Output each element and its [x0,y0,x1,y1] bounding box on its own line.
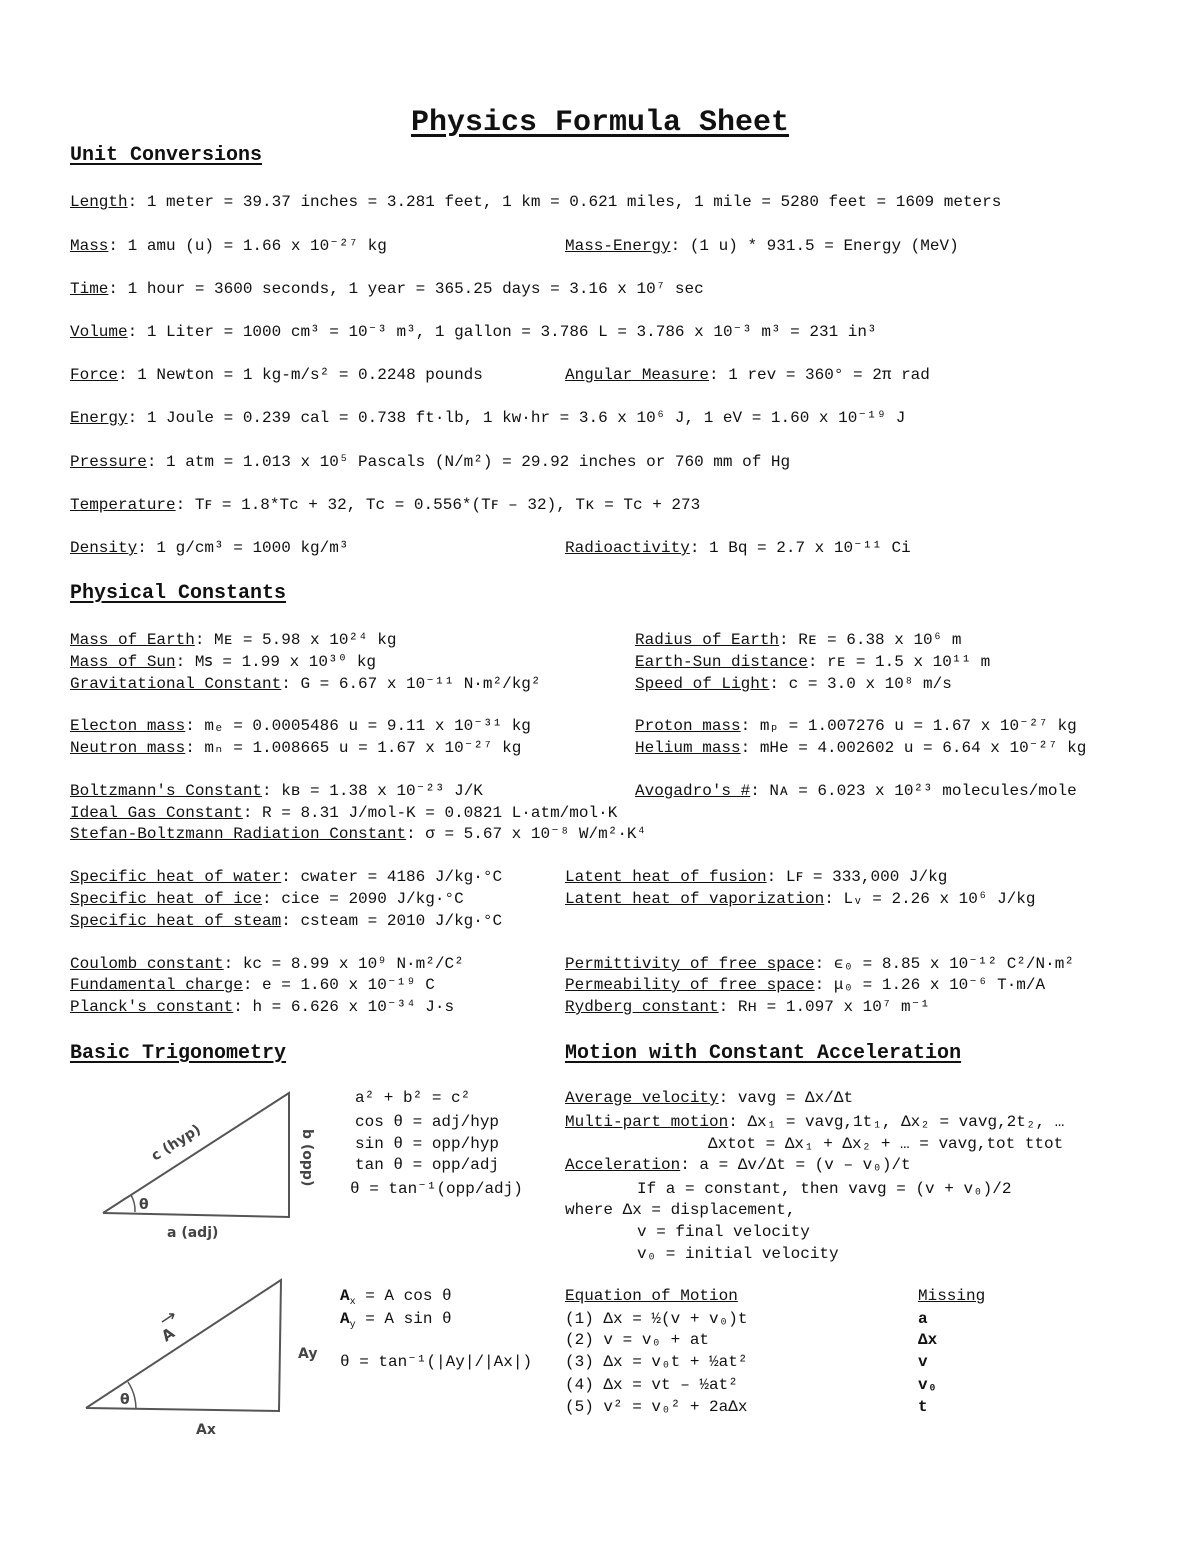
missing-row-1: a [918,1310,928,1328]
const-avogadro [635,782,1077,801]
const-mass-earth [70,631,396,650]
unit-mass [70,237,387,256]
vector-triangle-diagram [78,1270,328,1445]
const-rydberg-label: Rydberg constant [565,998,719,1016]
opp-label: b (opp) [299,1129,315,1187]
motion-avg-text: : vavg = Δx/Δt [718,1089,854,1107]
equation-row-4: (4) Δx = vt – ½at² [565,1376,738,1394]
const-lh-fusion-text: : Lꜰ = 333,000 J/kg [766,868,948,886]
vector-triangle-outline [86,1280,281,1411]
const-neutron-label: Neutron mass [70,739,186,757]
unit-volume-text: : 1 Liter = 1000 cm³ = 10⁻³ m³, 1 gallon = 3.786 L = 3.786 x 10⁻³ m³ = 231 in³ [127,323,877,341]
unit-mass-energy-label: Mass-Energy [565,237,671,255]
missing-row-3: v [918,1353,928,1371]
motion-multi-part [565,1113,1064,1132]
trig-eq-arctan: θ = tan⁻¹(opp/adj) [350,1180,523,1198]
equation-row-5: (5) v² = v₀² + 2aΔx [565,1398,748,1416]
unit-temperature-label: Temperature [70,496,176,514]
unit-mass-energy [565,237,959,256]
unit-length-label: Length [70,193,128,211]
unit-angular [565,366,930,385]
const-lh-vapor [565,890,1035,909]
const-radius-earth-text: : Rᴇ = 6.38 x 10⁶ m [779,631,962,649]
theta-arc [131,1195,135,1212]
const-boltzmann [70,782,483,801]
const-earth-sun-label: Earth-Sun distance [635,653,808,671]
const-earth-sun-text: : rᴇ = 1.5 x 10¹¹ m [807,653,991,671]
unit-angular-text: : 1 rev = 360° = 2π rad [709,366,930,384]
motion-initial-line: v₀ = initial velocity [637,1245,839,1263]
const-mass-sun-label: Mass of Sun [70,653,176,671]
unit-force-text: : 1 Newton = 1 kg-m/s² = 0.2248 pounds [118,366,483,384]
const-sh-ice-text: : cice = 2090 J/kg·°C [262,890,464,908]
unit-pressure-label: Pressure [70,453,147,471]
trig-vec-ax-rest: = A cos θ [355,1287,452,1305]
unit-mass-energy-text: : (1 u) * 931.5 = Energy (MeV) [670,237,959,255]
unit-pressure-text: : 1 atm = 1.013 x 10⁵ Pascals (N/m²) = 29.92 inches or 760 mm of Hg [146,453,791,471]
equation-row-3: (3) Δx = v₀t + ½at² [565,1353,748,1371]
section-heading-units: Unit Conversions [70,144,263,167]
unit-density [70,539,348,558]
const-electron-text: : mₑ = 0.0005486 u = 9.11 x 10⁻³¹ kg [185,717,531,735]
const-rydberg-text: : Rʜ = 1.097 x 10⁷ m⁻¹ [718,998,930,1016]
motion-accel-text: : a = Δv/Δt = (v – v₀)/t [680,1156,911,1174]
motion-multi-text: : Δx₁ = vavg,1t₁, Δx₂ = vavg,2t₂, … [728,1113,1065,1131]
motion-accel-label: Acceleration [565,1156,681,1174]
const-light [635,675,952,694]
const-proton-label: Proton mass [635,717,741,735]
right-triangle-diagram [95,1085,335,1245]
page-title: Physics Formula Sheet [410,106,790,140]
unit-temperature-text: : Tꜰ = 1.8*Tᴄ + 32, Tᴄ = 0.556*(Tꜰ – 32), Tᴋ = Tᴄ + 273 [175,496,701,514]
missing-row-4: v₀ [918,1376,938,1394]
unit-radioactivity-text: : 1 Bq = 2.7 x 10⁻¹¹ Ci [689,539,911,557]
section-heading-constants: Physical Constants [70,582,287,605]
unit-density-label: Density [70,539,138,557]
const-ideal-gas-label: Ideal Gas Constant [70,804,243,822]
const-sh-steam-text: : csteam = 2010 J/kg·°C [281,912,503,930]
const-coulomb [70,955,464,974]
unit-energy-label: Energy [70,409,128,427]
vector-a-label: A [158,1323,178,1346]
const-mass-sun [70,653,376,672]
const-permeability [565,976,1045,995]
trig-vec-ay-symbol: A [340,1310,350,1328]
missing-row-2: Δx [918,1331,938,1349]
vector-ay-label: Ay [298,1346,318,1362]
motion-final-line: v = final velocity [637,1223,810,1241]
const-sh-water-text: : cwater = 4186 J/kg·°C [281,868,503,886]
const-ideal-gas-text: : R = 8.31 J/mol-K = 0.0821 L·atm/mol·K [242,804,618,822]
theta-label: θ [139,1197,149,1213]
unit-time-label: Time [70,280,109,298]
motion-avg-velocity [565,1089,853,1108]
unit-force-label: Force [70,366,119,384]
trig-vec-ay: $A_y = A$ sin θ [340,1310,452,1332]
const-sh-ice [70,890,464,909]
unit-mass-label: Mass [70,237,109,255]
vector-theta-label: θ [120,1392,130,1408]
unit-energy-text: : 1 Joule = 0.239 cal = 0.738 ft·lb, 1 kw·hr = 3.6 x 10⁶ J, 1 eV = 1.60 x 10⁻¹⁹ J [127,409,906,427]
const-coulomb-label: Coulomb constant [70,955,224,973]
const-permittivity-text: : ϵ₀ = 8.85 x 10⁻¹² C²/N·m² [814,955,1074,973]
trig-eq-cos: cos θ = adj/hyp [355,1113,500,1131]
const-avogadro-label: Avogadro's # [635,782,751,800]
const-permittivity-label: Permittivity of free space [565,955,815,973]
const-sh-steam-label: Specific heat of steam [70,912,282,930]
const-helium-label: Helium mass [635,739,741,757]
section-heading-trig: Basic Trigonometry [70,1042,287,1065]
motion-multi-total: Δxtot = Δx₁ + Δx₂ + … = vavg,tot ttot [708,1135,1064,1153]
unit-density-text: : 1 g/cm³ = 1000 kg/m³ [137,539,349,557]
vector-ax-label: Ax [196,1422,216,1438]
const-coulomb-text: : kc = 8.99 x 10⁹ N·m²/C² [223,955,464,973]
trig-vec-angle: θ = tan⁻¹(|Ay|/|Ax|) [340,1353,533,1371]
trig-eq-sin: sin θ = opp/hyp [355,1135,500,1153]
missing-header: Missing [918,1287,986,1305]
const-planck-text: : h = 6.626 x 10⁻³⁴ J·s [233,998,455,1016]
hyp-label: c (hyp) [148,1121,204,1165]
const-sh-steam [70,912,502,931]
trig-vec-ax: $A_x = A$ cos θ [340,1287,452,1309]
const-proton-text: : mₚ = 1.007276 u = 1.67 x 10⁻²⁷ kg [740,717,1077,735]
const-planck-label: Planck's constant [70,998,234,1016]
unit-angular-label: Angular Measure [565,366,710,384]
adj-label: a (adj) [167,1225,219,1241]
unit-length-text: : 1 meter = 39.37 inches = 3.281 feet, 1 km = 0.621 miles, 1 mile = 5280 feet = 1609 meters [127,193,1002,211]
const-light-label: Speed of Light [635,675,770,693]
const-lh-fusion [565,868,947,887]
unit-pressure [70,453,790,472]
const-electron [70,717,531,736]
trig-eq-tan: tan θ = opp/adj [355,1156,500,1174]
const-avogadro-text: : Nᴀ = 6.023 x 10²³ molecules/mole [750,782,1077,800]
motion-avg-label: Average velocity [565,1089,719,1107]
equation-of-motion-header: Equation of Motion [565,1287,738,1305]
const-sh-water [70,868,502,887]
const-sh-water-label: Specific heat of water [70,868,282,886]
const-neutron [70,739,521,758]
const-earth-sun [635,653,990,672]
unit-time-text: : 1 hour = 3600 seconds, 1 year = 365.25 days = 3.16 x 10⁷ sec [108,280,704,298]
const-charge-label: Fundamental charge [70,976,243,994]
unit-time [70,280,704,299]
const-boltzmann-label: Boltzmann's Constant [70,782,263,800]
equation-row-2: (2) v = v₀ + at [565,1331,710,1349]
const-ideal-gas [70,804,617,823]
const-mass-earth-label: Mass of Earth [70,631,195,649]
const-permittivity [565,955,1074,974]
const-lh-vapor-label: Latent heat of vaporization [565,890,825,908]
unit-force [70,366,483,385]
const-charge [70,976,435,995]
motion-if-line: If a = constant, then vavg = (v + v₀)/2 [637,1180,1012,1198]
const-permeability-text: : μ₀ = 1.26 x 10⁻⁶ T·m/A [814,976,1046,994]
equation-row-1: (1) Δx = ½(v + v₀)t [565,1310,748,1328]
const-grav [70,675,541,694]
const-electron-label: Electon mass [70,717,186,735]
const-sh-ice-label: Specific heat of ice [70,890,263,908]
unit-radioactivity-label: Radioactivity [565,539,690,557]
trig-eq-pythagoras: a² + b² = c² [355,1089,471,1107]
const-lh-vapor-text: : Lᵥ = 2.26 x 10⁶ J/kg [824,890,1036,908]
motion-acceleration [565,1156,911,1175]
const-stefan-text: : σ = 5.67 x 10⁻⁸ W/m²·K⁴ [406,825,647,843]
const-helium [635,739,1086,758]
const-grav-label: Gravitational Constant [70,675,282,693]
unit-mass-text: : 1 amu (u) = 1.66 x 10⁻²⁷ kg [108,237,387,255]
const-stefan [70,825,646,844]
const-charge-text: : e = 1.60 x 10⁻¹⁹ C [242,976,435,994]
const-light-text: : c = 3.0 x 10⁸ m/s [769,675,952,693]
motion-multi-label: Multi-part motion [565,1113,729,1131]
trig-vec-ax-symbol: A [340,1287,350,1305]
unit-volume-label: Volume [70,323,128,341]
unit-volume [70,323,877,342]
const-radius-earth [635,631,961,650]
unit-radioactivity [565,539,911,558]
const-grav-text: : G = 6.67 x 10⁻¹¹ N·m²/kg² [281,675,541,693]
triangle-outline [103,1093,289,1217]
section-heading-motion: Motion with Constant Acceleration [565,1042,962,1065]
vector-arrow-icon [162,1314,174,1322]
const-stefan-label: Stefan-Boltzmann Radiation Constant [70,825,407,843]
const-neutron-text: : mₙ = 1.008665 u = 1.67 x 10⁻²⁷ kg [185,739,522,757]
const-radius-earth-label: Radius of Earth [635,631,780,649]
const-mass-sun-text: : Mꜱ = 1.99 x 10³⁰ kg [175,653,377,671]
const-proton [635,717,1077,736]
const-lh-fusion-label: Latent heat of fusion [565,868,767,886]
unit-length [70,193,1001,212]
unit-temperature [70,496,700,515]
const-boltzmann-text: : kʙ = 1.38 x 10⁻²³ J/K [262,782,483,800]
const-mass-earth-text: : Mᴇ = 5.98 x 10²⁴ kg [194,631,397,649]
trig-vec-ay-rest: = A sin θ [355,1310,452,1328]
const-helium-text: : mHe = 4.002602 u = 6.64 x 10⁻²⁷ kg [740,739,1087,757]
missing-row-5: t [918,1398,928,1416]
const-rydberg [565,998,930,1017]
unit-energy [70,409,905,428]
const-planck [70,998,454,1017]
motion-where-line: where Δx = displacement, [565,1201,796,1219]
const-permeability-label: Permeability of free space [565,976,815,994]
